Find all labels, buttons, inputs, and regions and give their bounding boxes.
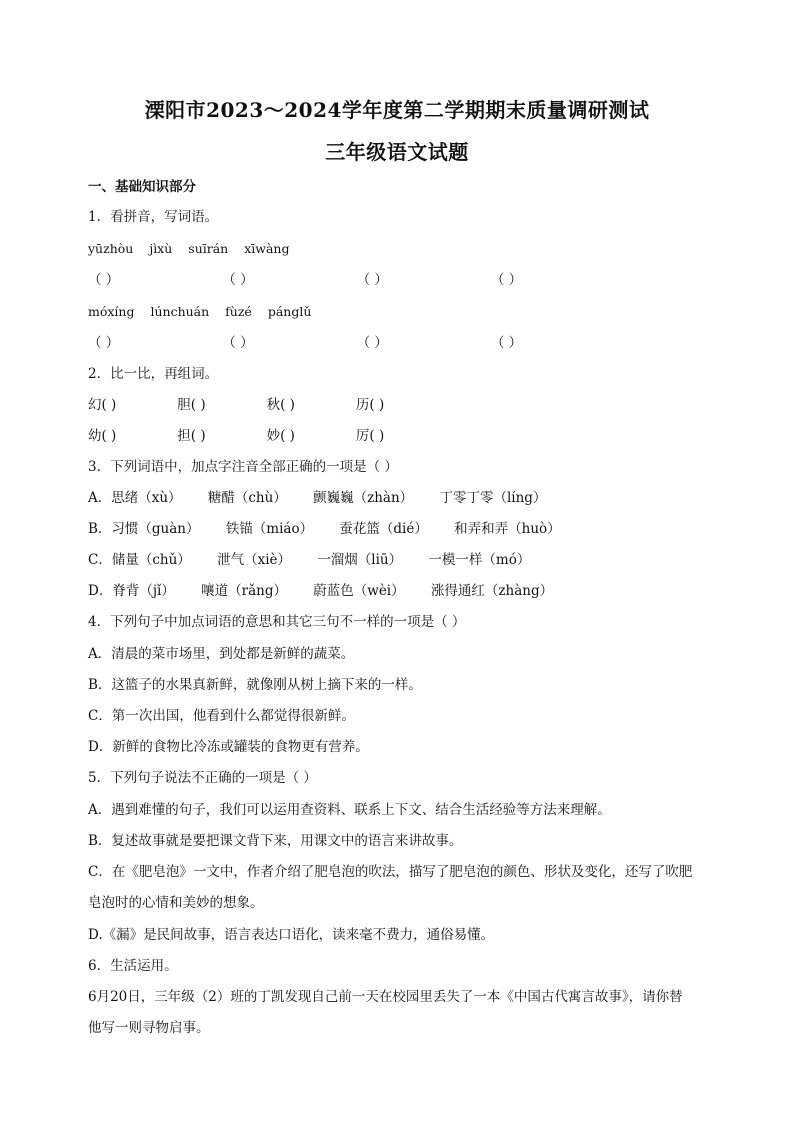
answer-blank[interactable]: （ ） [490,335,523,351]
option-word: 颤巍巍（zhàn） [313,490,414,506]
option-word: 涨得通红（zhàng） [430,583,554,599]
q3-stem: 3．下列词语中，加点字注音全部正确的一项是（ ） [88,459,398,475]
pinyin: pánglǔ [267,304,312,319]
q5-option-b[interactable]: B．复述故事就是要把课文背下来，用课文中的语言来讲故事。 [88,833,463,849]
option-word: 一溜烟（liū） [317,552,403,568]
q3-option-c[interactable] [88,551,552,569]
q4-stem: 4．下列句子中加点词语的意思和其它三句不一样的一项是（ ） [88,614,466,630]
q4-option-a[interactable]: A．清晨的菜市场里，到处都是新鲜的蔬菜。 [88,646,355,662]
q2-row2 [88,427,441,445]
q1-blank-row1 [88,271,522,289]
q5-option-a[interactable]: A．遇到难懂的句子，我们可以运用查资料、联系上下文、结合生活经验等方法来理解。 [88,802,611,818]
option-word: 一模一样（mó） [428,552,531,568]
section-heading: 一、基础知识部分 [88,179,196,195]
option-word: 糖醋（chù） [207,490,287,506]
q4-option-b[interactable]: B．这篮子的水果真新鲜，就像刚从树上摘下来的一样。 [88,677,422,693]
option-word: 丁零丁零（líng） [439,490,547,506]
q5-option-d[interactable]: D.《漏》是民间故事，语言表达口语化，读来毫不费力，通俗易懂。 [88,927,495,943]
q1-stem: 1．看拼音，写词语。 [88,209,219,225]
answer-blank[interactable]: （ ） [490,272,523,288]
q2-row1 [88,396,441,414]
q5-option-c-cont: 皂泡时的心情和美妙的想象。 [88,895,264,911]
q4-option-d[interactable]: D．新鲜的食物比冷冻或罐装的食物更有营养。 [88,739,369,755]
answer-blank[interactable]: （ ） [88,335,120,351]
option-word: 蔚蓝色（wèi） [313,583,405,599]
q1-blank-row2 [88,334,522,352]
q6-stem: 6．生活运用。 [88,958,178,974]
page-title: 溧阳市2023～2024学年度第二学期期末质量调研测试 [144,98,650,122]
answer-blank[interactable]: （ ） [222,272,254,288]
q2-stem: 2．比一比，再组词。 [88,366,219,382]
option-word: 铁锚（miáo） [225,521,314,537]
pinyin: fùzé [225,304,252,319]
pinyin: jìxù [149,241,173,256]
option-word: D．脊背（jǐ） [88,583,175,599]
answer-blank[interactable]: （ ） [88,272,120,288]
answer-blank[interactable]: （ ） [222,335,254,351]
pinyin: suīrán [188,241,229,256]
option-word: 嚷道（rǎng） [201,583,287,599]
q1-pinyin-row2 [88,303,323,321]
compare-item[interactable]: 厉( ) [355,428,385,444]
answer-blank[interactable]: （ ） [356,335,388,351]
page-subtitle: 三年级语文试题 [325,140,469,164]
compare-item[interactable]: 妙( ) [266,428,295,444]
compare-item[interactable]: 幻( ) [88,397,117,413]
compare-item[interactable]: 幼( ) [88,428,117,444]
option-word: 蚕花篮（dié） [339,521,428,537]
pinyin: móxíng [88,304,135,319]
q1-pinyin-row1 [88,240,301,258]
pinyin: yūzhòu [88,241,134,256]
q5-stem: 5．下列句子说法不正确的一项是（ ） [88,770,317,786]
option-word: 泄气（xiè） [217,552,291,568]
q3-option-b[interactable] [88,520,583,538]
pinyin: xīwàng [244,241,290,256]
q6-prompt: 6月20日，三年级（2）班的丁凯发现自己前一天在校园里丢失了一本《中国古代寓言故事》，请你替 [88,989,683,1005]
q3-option-d[interactable] [88,582,575,600]
compare-item[interactable]: 历( ) [355,397,385,413]
compare-item[interactable]: 胆( ) [177,397,206,413]
pinyin: lúnchuán [150,304,210,319]
option-word: 和弄和弄（huò） [454,521,561,537]
answer-blank[interactable]: （ ） [356,272,388,288]
q3-option-a[interactable] [88,489,568,507]
q5-option-c[interactable]: C．在《肥皂泡》一文中，作者介绍了肥皂泡的吹法，描写了肥皂泡的颜色、形状及变化，还写了吹肥 [88,864,693,880]
option-word: A．思绪（xù） [88,490,182,506]
option-word: B．习惯（guàn） [88,521,200,537]
q6-prompt-cont: 他写一则寻物启事。 [88,1020,210,1036]
compare-item[interactable]: 担( ) [177,428,206,444]
option-word: C．储量（chǔ） [88,552,191,568]
compare-item[interactable]: 秋( ) [266,397,295,413]
q4-option-c[interactable]: C．第一次出国，他看到什么都觉得很新鲜。 [88,708,355,724]
